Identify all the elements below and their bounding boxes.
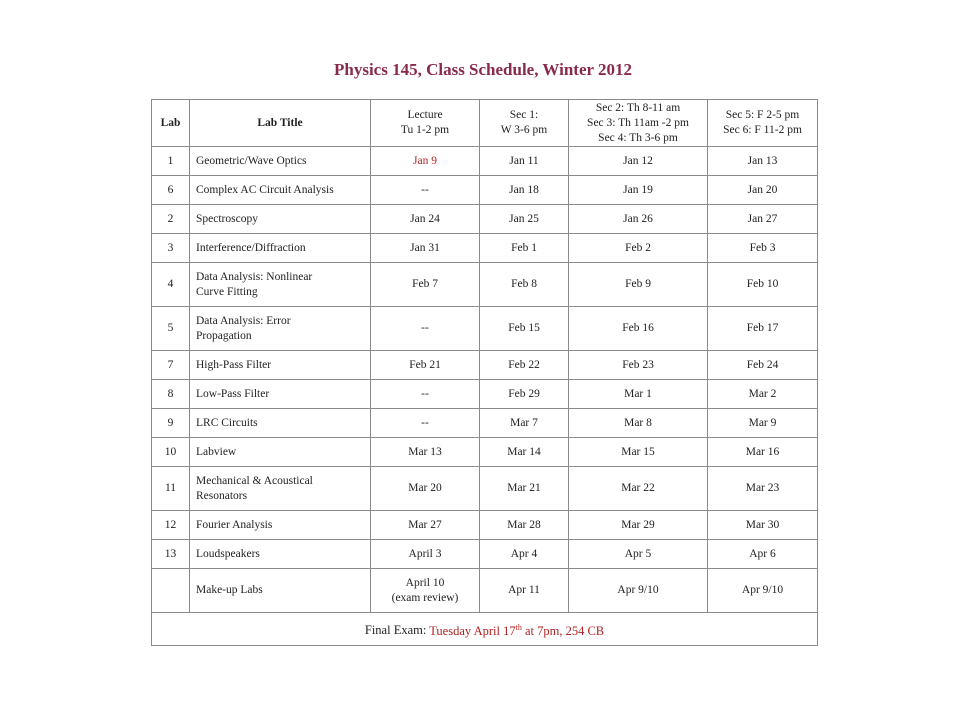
lab-title-line: Geometric/Wave Optics xyxy=(196,154,307,167)
cell-lab-number: 11 xyxy=(152,467,190,511)
lab-title-line: Curve Fitting xyxy=(196,285,258,298)
lecture-date-line: Jan 24 xyxy=(410,212,440,225)
col-header-sec5-6 xyxy=(708,100,818,147)
lab-title-line: Interference/Diffraction xyxy=(196,241,306,254)
final-exam-date xyxy=(429,624,604,638)
table-row xyxy=(152,351,818,380)
cell-lab-title xyxy=(190,176,371,205)
lab-title-line: Propagation xyxy=(196,329,252,342)
cell-sec56-date: Jan 13 xyxy=(708,147,818,176)
cell-lab-title xyxy=(190,307,371,351)
table-row xyxy=(152,307,818,351)
table-row xyxy=(152,409,818,438)
cell-lecture-date xyxy=(371,569,480,613)
col-header-sec1-line: Sec 1: xyxy=(509,109,539,121)
cell-sec1-date: Jan 18 xyxy=(480,176,569,205)
cell-lecture-date xyxy=(371,409,480,438)
lab-title-line: LRC Circuits xyxy=(196,416,258,429)
table-row xyxy=(152,438,818,467)
cell-lecture-date xyxy=(371,176,480,205)
lecture-date-line: -- xyxy=(421,183,429,196)
cell-sec1-date: Feb 22 xyxy=(480,351,569,380)
col-header-sec2-4-line: Sec 3: Th 11am -2 pm xyxy=(587,116,689,129)
cell-sec1-date: Mar 28 xyxy=(480,511,569,540)
final-exam-label: Final Exam: xyxy=(364,623,430,638)
cell-sec1-date: Feb 8 xyxy=(480,263,569,307)
lab-title-line: Spectroscopy xyxy=(196,212,258,225)
lab-title-line: Labview xyxy=(196,445,237,458)
lab-title-line: Complex AC Circuit Analysis xyxy=(196,183,334,196)
col-header-lab: Lab xyxy=(152,100,190,147)
lecture-date-line: -- xyxy=(421,322,429,334)
cell-lab-number: 13 xyxy=(152,540,190,569)
cell-lecture-date xyxy=(371,307,480,351)
cell-sec56-date: Feb 24 xyxy=(708,351,818,380)
lab-title-line: Loudspeakers xyxy=(196,547,260,560)
cell-lab-title xyxy=(190,263,371,307)
table-row xyxy=(152,263,818,307)
header-row xyxy=(152,100,818,147)
lecture-date-line: -- xyxy=(421,416,429,429)
final-exam-date-suffix: at 7pm, 254 CB xyxy=(521,623,605,638)
table-row xyxy=(152,205,818,234)
cell-sec234-date: Mar 15 xyxy=(569,438,708,467)
lab-title-line: Low-Pass Filter xyxy=(196,387,270,400)
cell-sec1-date: Mar 21 xyxy=(480,467,569,511)
cell-lab-number: 8 xyxy=(152,380,190,409)
cell-sec234-date: Jan 12 xyxy=(569,147,708,176)
cell-lecture-date xyxy=(371,263,480,307)
cell-sec56-date: Mar 23 xyxy=(708,467,818,511)
cell-sec1-date: Mar 7 xyxy=(480,409,569,438)
table-row xyxy=(152,467,818,511)
col-header-sec2-4-line: Sec 4: Th 3-6 pm xyxy=(598,131,678,144)
lab-title-line: Data Analysis: Nonlinear xyxy=(196,270,313,283)
cell-sec56-date: Apr 6 xyxy=(708,540,818,569)
cell-sec56-date: Feb 17 xyxy=(708,307,818,351)
cell-lecture-date xyxy=(371,511,480,540)
table-row xyxy=(152,569,818,613)
cell-lecture-date xyxy=(371,205,480,234)
cell-sec234-date: Mar 8 xyxy=(569,409,708,438)
cell-lab-number: 12 xyxy=(152,511,190,540)
cell-lab-number: 5 xyxy=(152,307,190,351)
col-header-lab-title: Lab Title xyxy=(190,100,371,147)
lecture-date-line: (exam review) xyxy=(391,591,459,604)
final-exam-date-prefix: Tuesday April 17 xyxy=(429,623,516,638)
cell-lab-number: 7 xyxy=(152,351,190,380)
cell-lecture-date xyxy=(371,234,480,263)
cell-lab-number: 6 xyxy=(152,176,190,205)
cell-lab-number xyxy=(152,569,190,613)
cell-sec56-date: Jan 27 xyxy=(708,205,818,234)
lab-title-line: Fourier Analysis xyxy=(196,518,273,531)
cell-sec56-date: Feb 3 xyxy=(708,234,818,263)
lecture-date-line: Jan 31 xyxy=(410,241,440,254)
lab-title-line: Resonators xyxy=(196,489,248,502)
cell-lab-title xyxy=(190,351,371,380)
col-header-sec2-4 xyxy=(569,100,708,147)
cell-sec234-date: Mar 1 xyxy=(569,380,708,409)
cell-sec1-date: Jan 25 xyxy=(480,205,569,234)
cell-lab-title xyxy=(190,438,371,467)
cell-sec234-date: Feb 2 xyxy=(569,234,708,263)
lab-title-line: Make-up Labs xyxy=(196,584,263,596)
table-row xyxy=(152,234,818,263)
col-header-sec5-6-line: Sec 6: F 11-2 pm xyxy=(723,124,802,136)
cell-lab-number: 10 xyxy=(152,438,190,467)
cell-sec56-date: Mar 9 xyxy=(708,409,818,438)
cell-sec234-date: Apr 5 xyxy=(569,540,708,569)
cell-sec234-date: Feb 9 xyxy=(569,263,708,307)
lecture-date-line: Mar 27 xyxy=(408,518,442,531)
cell-lecture-date xyxy=(371,467,480,511)
cell-sec1-date: Feb 29 xyxy=(480,380,569,409)
lecture-date-line: -- xyxy=(421,387,429,400)
schedule-table xyxy=(151,99,818,646)
col-header-sec1-line: W 3-6 pm xyxy=(500,124,548,136)
table-row xyxy=(152,511,818,540)
lecture-date-line: Feb 21 xyxy=(409,358,441,371)
lecture-date-line: Mar 20 xyxy=(408,482,442,494)
cell-sec56-date: Feb 10 xyxy=(708,263,818,307)
cell-lab-number: 9 xyxy=(152,409,190,438)
lab-title-line: Data Analysis: Error xyxy=(196,314,291,327)
col-header-sec2-4-line: Sec 2: Th 8-11 am xyxy=(595,101,681,114)
cell-lecture-date xyxy=(371,380,480,409)
cell-sec234-date: Feb 16 xyxy=(569,307,708,351)
cell-sec56-date: Mar 30 xyxy=(708,511,818,540)
cell-lab-title xyxy=(190,569,371,613)
lab-title-line: Mechanical & Acoustical xyxy=(196,474,313,487)
cell-sec1-date: Feb 1 xyxy=(480,234,569,263)
lecture-date-line: April 10 xyxy=(405,576,445,589)
cell-sec1-date: Jan 11 xyxy=(480,147,569,176)
cell-lecture-date xyxy=(371,351,480,380)
final-exam-row xyxy=(152,613,818,646)
cell-lab-title xyxy=(190,540,371,569)
cell-lecture-date xyxy=(371,147,480,176)
cell-sec1-date: Apr 4 xyxy=(480,540,569,569)
final-exam-cell xyxy=(152,613,818,646)
schedule-body xyxy=(152,147,818,613)
cell-lab-number: 4 xyxy=(152,263,190,307)
lecture-date-line: Mar 13 xyxy=(408,445,442,458)
cell-sec234-date: Jan 19 xyxy=(569,176,708,205)
cell-sec1-date: Apr 11 xyxy=(480,569,569,613)
col-header-sec1 xyxy=(480,100,569,147)
lecture-date-line: Feb 7 xyxy=(412,278,438,290)
cell-lab-title xyxy=(190,380,371,409)
col-header-sec5-6-line: Sec 5: F 2-5 pm xyxy=(725,109,800,121)
cell-sec234-date: Feb 23 xyxy=(569,351,708,380)
cell-lab-number: 2 xyxy=(152,205,190,234)
cell-lab-number: 3 xyxy=(152,234,190,263)
lab-title-line: High-Pass Filter xyxy=(196,358,272,371)
col-header-lecture-line: Tu 1-2 pm xyxy=(400,124,450,136)
col-header-lecture xyxy=(371,100,480,147)
cell-sec56-date: Mar 16 xyxy=(708,438,818,467)
cell-sec56-date: Mar 2 xyxy=(708,380,818,409)
cell-sec56-date: Jan 20 xyxy=(708,176,818,205)
page-title: Physics 145, Class Schedule, Winter 2012 xyxy=(333,60,632,79)
lecture-date-line: Jan 9 xyxy=(413,154,437,167)
cell-lab-title xyxy=(190,511,371,540)
cell-lecture-date xyxy=(371,540,480,569)
cell-sec234-date: Jan 26 xyxy=(569,205,708,234)
table-row xyxy=(152,176,818,205)
cell-sec56-date: Apr 9/10 xyxy=(708,569,818,613)
cell-lab-title xyxy=(190,409,371,438)
cell-sec234-date: Apr 9/10 xyxy=(569,569,708,613)
cell-lab-title xyxy=(190,205,371,234)
table-row xyxy=(152,147,818,176)
table-row xyxy=(152,540,818,569)
table-row xyxy=(152,380,818,409)
cell-lecture-date xyxy=(371,438,480,467)
cell-sec1-date: Feb 15 xyxy=(480,307,569,351)
cell-lab-title xyxy=(190,467,371,511)
lecture-date-line: April 3 xyxy=(408,547,442,560)
cell-lab-title xyxy=(190,234,371,263)
cell-lab-number: 1 xyxy=(152,147,190,176)
cell-sec234-date: Mar 22 xyxy=(569,467,708,511)
final-exam-date-superscript: th xyxy=(515,622,522,632)
cell-lab-title xyxy=(190,147,371,176)
cell-sec234-date: Mar 29 xyxy=(569,511,708,540)
col-header-lecture-line: Lecture xyxy=(407,109,443,121)
cell-sec1-date: Mar 14 xyxy=(480,438,569,467)
